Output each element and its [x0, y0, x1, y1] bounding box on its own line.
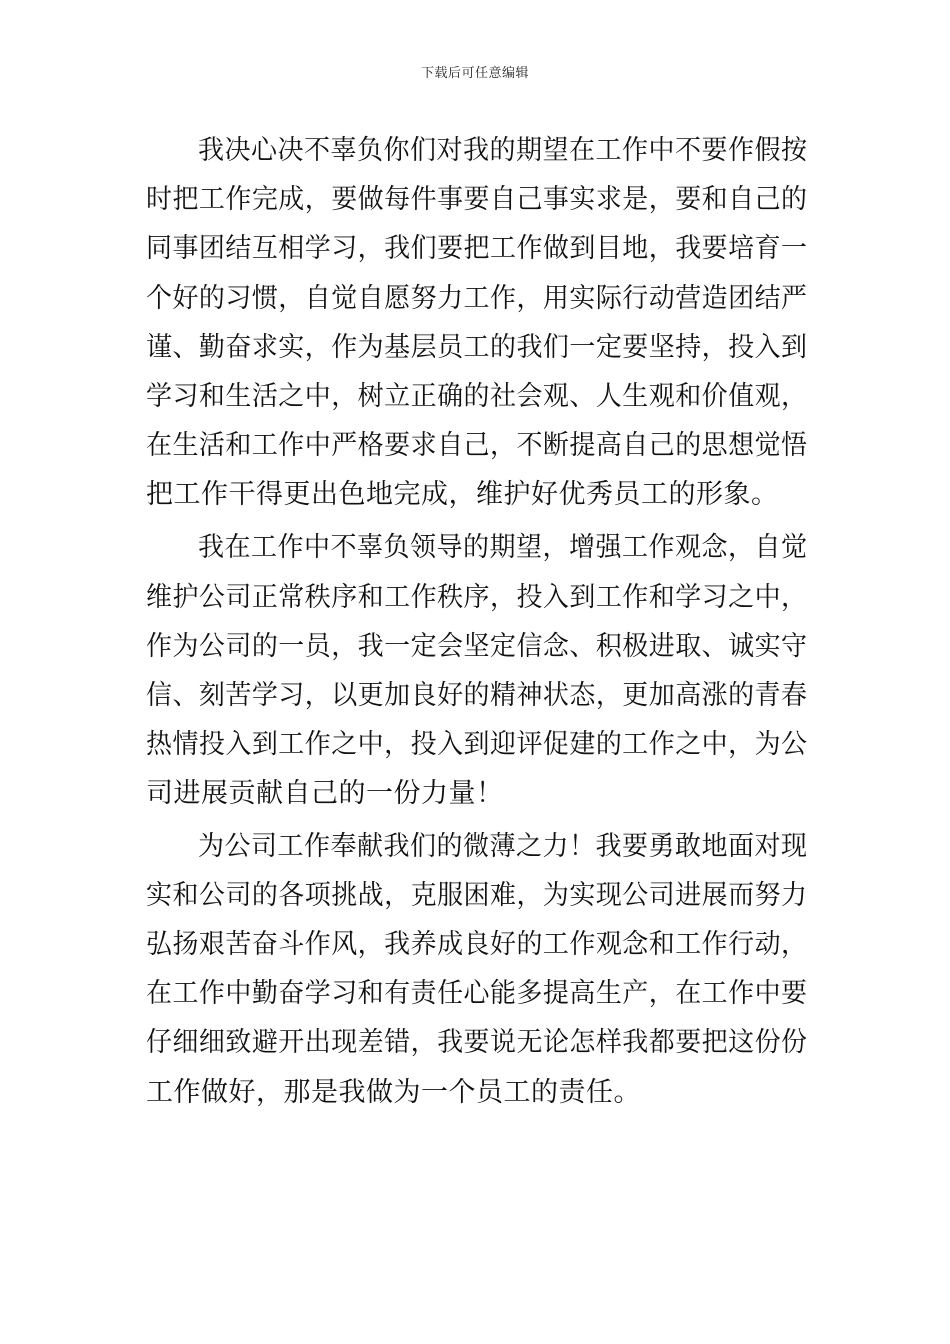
paragraph-line: 实和公司的各项挑战，克服困难，为实现公司进展而努力 [146, 880, 808, 911]
paragraph-line: 在工作中勤奋学习和有责任心能多提高生产，在工作中要 [146, 978, 808, 1009]
paragraph-line: 学习和生活之中，树立正确的社会观、人生观和价值观， [146, 381, 808, 412]
paragraph-line: 我决心决不辜负你们对我的期望在工作中不要作假按 [198, 135, 808, 166]
paragraph-line: 同事团结互相学习，我们要把工作做到目地，我要培育一 [146, 233, 808, 264]
paragraph-line: 个好的习惯，自觉自愿努力工作，用实际行动营造团结严 [146, 283, 808, 314]
paragraph-line: 我在工作中不辜负领导的期望，增强工作观念，自觉 [198, 532, 808, 563]
paragraph-line: 弘扬艰苦奋斗作风，我养成良好的工作观念和工作行动， [146, 929, 808, 960]
paragraph-line: 热情投入到工作之中，投入到迎评促建的工作之中，为公 [146, 729, 808, 760]
paragraph-line: 司进展贡献自己的一份力量！ [146, 778, 504, 809]
paragraph-line: 仔细细致避开出现差错，我要说无论怎样我都要把这份份 [146, 1027, 808, 1058]
paragraph-line: 时把工作完成，要做每件事要自己事实求是，要和自己的 [146, 184, 808, 215]
paragraph-line: 在生活和工作中严格要求自己，不断提高自己的思想觉悟 [146, 430, 808, 461]
paragraph-line: 信、刻苦学习，以更加良好的精神状态，更加高涨的青春 [146, 680, 808, 711]
paragraph-line: 工作做好，那是我做为一个员工的责任。 [146, 1077, 641, 1108]
paragraph-line: 作为公司的一员，我一定会坚定信念、积极进取、诚实守 [146, 631, 808, 662]
paragraph-line: 为公司工作奉献我们的微薄之力！我要勇敢地面对现 [198, 831, 808, 862]
paragraph-line: 把工作干得更出色地完成，维护好优秀员工的形象。 [146, 479, 779, 510]
paragraph-line: 谨、勤奋求实，作为基层员工的我们一定要坚持，投入到 [146, 332, 808, 363]
page-header: 下载后可任意编辑 [420, 66, 529, 81]
paragraph-line: 维护公司正常秩序和工作秩序，投入到工作和学习之中， [146, 582, 808, 613]
